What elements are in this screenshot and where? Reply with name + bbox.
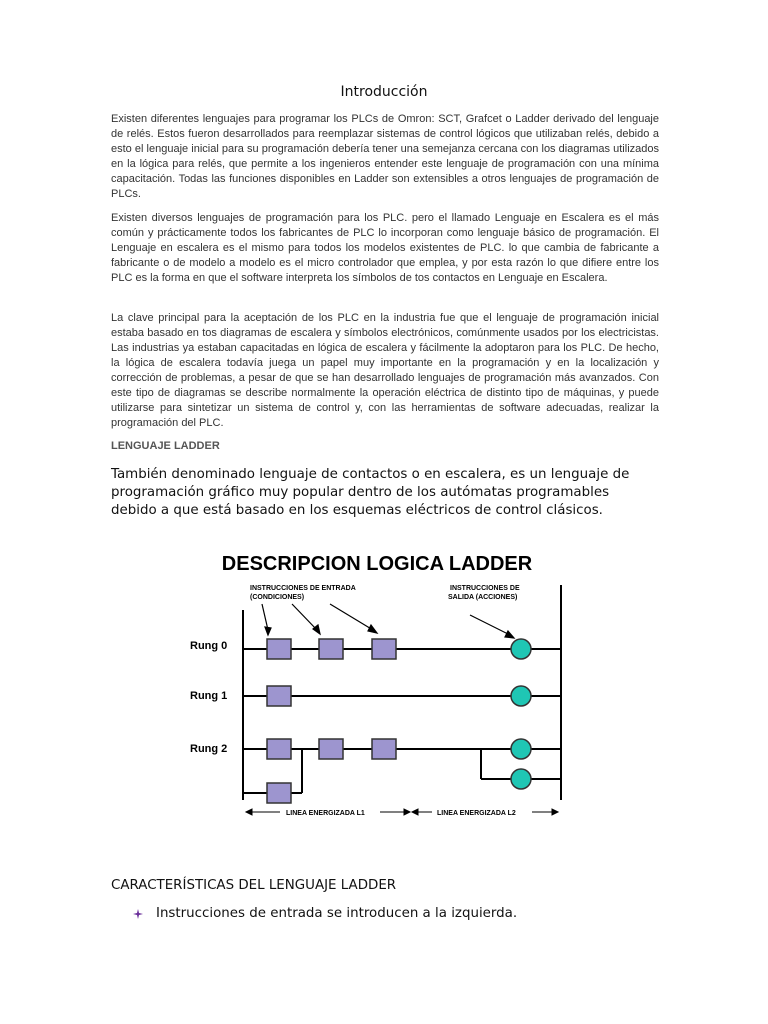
bullet-list-item (132, 906, 517, 921)
l1-arrow-right (404, 809, 410, 815)
arrowhead-1 (265, 627, 271, 635)
rung-2-branch-contact (267, 783, 291, 803)
rung-2-contact-2 (319, 739, 343, 759)
rung-1-contact-1 (267, 686, 291, 706)
paragraph-intro-1: Existen diferentes lenguajes para programar los PLCs de Omron: SCT, Grafcet o Ladder derivado del lenguaje de relés. Estos fueron desarrollados para reemplazar sistemas de control lógicos que utilizaban relés, debido a esto el lenguaje inicial para su programación debería tener una semejanza cercana con los diagramas utilizados en la lógica para relés, que permite a los ingenieros entender este lenguaje de programación con una mínima capacitación. Todas las funciones disponibles en Ladder son extensibles a otros lenguajes de programación de PLCs. (111, 113, 659, 200)
input-instructions-label: INSTRUCCIONES DE ENTRADA (250, 585, 356, 592)
arrow-to-contact-2 (292, 604, 317, 630)
input-instructions-sublabel: (CONDICIONES) (250, 594, 305, 601)
diagram-title: DESCRIPCION LOGICA LADDER (221, 553, 533, 575)
characteristics-heading: CARACTERÍSTICAS DEL LENGUAJE LADDER (111, 878, 397, 893)
arrow-to-coil (470, 615, 510, 635)
rung-1-output-coil (511, 686, 531, 706)
output-instructions-label: INSTRUCCIONES DE (450, 585, 520, 592)
ladder-section-heading: LENGUAJE LADDER (111, 440, 220, 452)
ladder-description-paragraph: También denominado lenguaje de contactos o en escalera, es un lenguaje de programación gráfico muy popular dentro de los autómatas programables debido a que está basado en los esquemas eléctricos de control clásicos. (111, 467, 630, 518)
rung-0-contact-3 (372, 639, 396, 659)
l2-arrow-left (412, 809, 418, 815)
rung-0-contact-1 (267, 639, 291, 659)
rail-right-label: LINEA ENERGIZADA L2 (437, 810, 516, 817)
paragraph-intro-2: Existen diversos lenguajes de programación para los PLC. pero el llamado Lenguaje en Escalera es el más común y prácticamente todos los fabricantes de PLC lo incorporan como lenguaje básico de programación. El Lenguaje en escalera es el mismo para todos los modelos existentes de PLC. lo que cambia de fabricante a fabricante o de modelo a modelo es el micro controlador que emplea, y por esta razón lo que difiere entre los PLC es la forma en que el software interpreta los símbolos de tos contactos en Lenguaje en Escalera. (111, 212, 659, 284)
plus-bullet-icon (132, 908, 144, 920)
paragraph-intro-3: La clave principal para la aceptación de los PLC en la industria fue que el lenguaje de programación inicial estaba basado en tos diagramas de escalera y símbolos electrónicos, comúnmente usados por los electricistas. Las industrias ya estaban capacitadas en lógica de escalera y fácilmente la adoptaron para los PLC. De hecho, la lógica de escalera todavía juega un papel muy importante en la programación y en la localización y corrección de problemas, a pesar de que se han desarrollado lenguajes de programación más avanzados. Con este tipo de diagramas se describe normalmente la operación eléctrica de distinto tipo de máquinas, y puede utilizarse para sintetizar un sistema de control y, con las herramientas de software adecuadas, realizar la programación del PLC. (111, 312, 659, 429)
output-instructions-sublabel: SALIDA (ACCIONES) (448, 594, 518, 601)
arrow-to-contact-1 (262, 604, 268, 630)
rung-label-1: Rung 1 (190, 690, 228, 702)
page-title: Introducción (340, 84, 428, 100)
rung-2-contact-3 (372, 739, 396, 759)
arrow-to-contact-3 (330, 604, 373, 630)
rung-label-2: Rung 2 (190, 743, 228, 755)
rung-2-output-coil-2 (511, 769, 531, 789)
rung-2-contact-1 (267, 739, 291, 759)
rung-2-output-coil-1 (511, 739, 531, 759)
arrowhead-3 (368, 625, 377, 633)
l2-arrow-right (552, 809, 558, 815)
bullet-text: Instrucciones de entrada se introducen a la izquierda. (156, 906, 518, 921)
l1-arrow-left (246, 809, 252, 815)
rail-left-label: LINEA ENERGIZADA L1 (286, 810, 365, 817)
ladder-logic-diagram (180, 550, 575, 825)
rung-label-0: Rung 0 (190, 640, 228, 652)
rung-0-output-coil (511, 639, 531, 659)
rung-0-contact-2 (319, 639, 343, 659)
arrowhead-4 (505, 631, 514, 638)
